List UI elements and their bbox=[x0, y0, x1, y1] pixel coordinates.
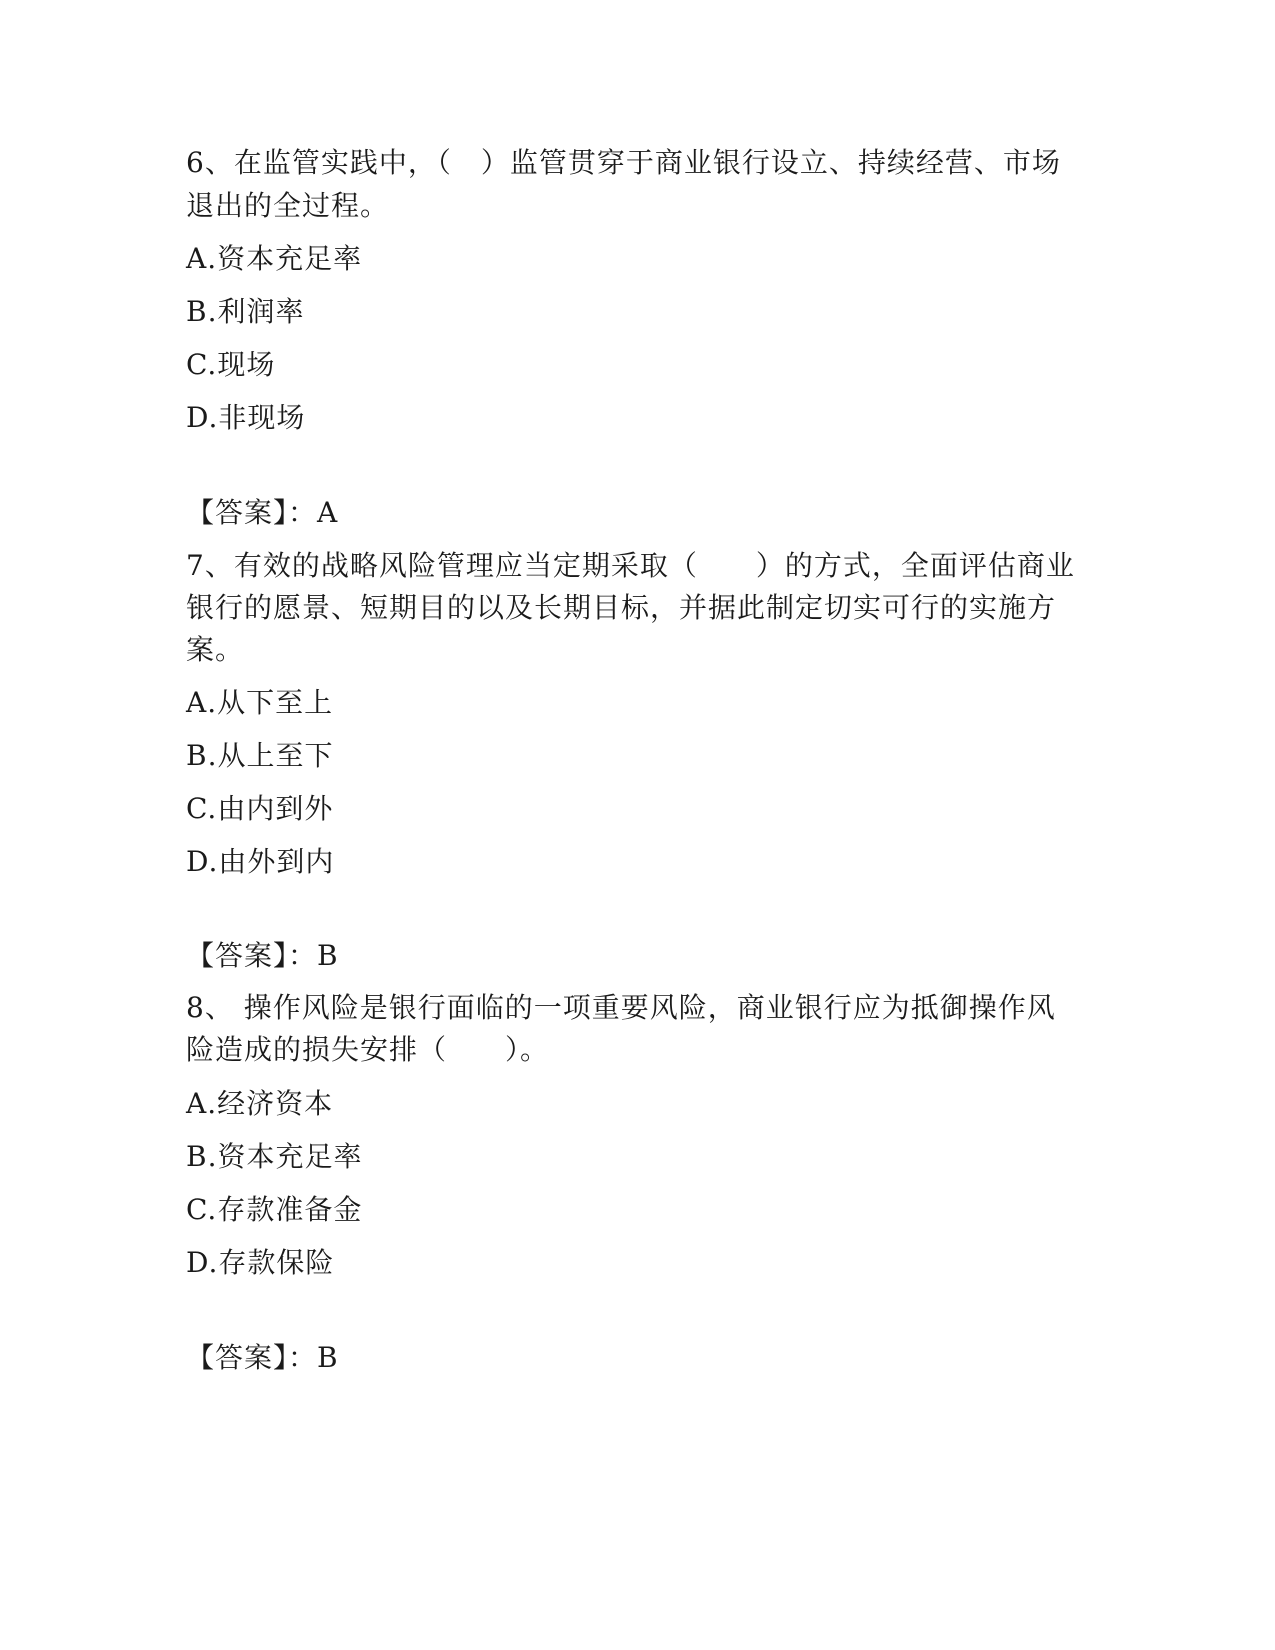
question-7-answer: 【答案】：B bbox=[186, 939, 339, 972]
question-7-option-c: C.由内到外 bbox=[186, 792, 334, 825]
question-6-option-c: C.现场 bbox=[186, 348, 276, 381]
question-7-option-b: B.从上至下 bbox=[186, 739, 334, 772]
question-6-line-2: 退出的全过程。 bbox=[186, 189, 390, 222]
question-7-option-a: A.从下至上 bbox=[186, 686, 334, 719]
question-8-option-c: C.存款准备金 bbox=[186, 1193, 363, 1226]
question-8-option-a: A.经济资本 bbox=[186, 1087, 334, 1120]
question-6-option-b: B.利润率 bbox=[186, 295, 305, 328]
question-6-line-1: 6、在监管实践中，（ ）监管贯穿于商业银行设立、持续经营、市场 bbox=[186, 146, 1061, 179]
question-7-line-2: 银行的愿景、短期目的以及长期目标，并据此制定切实可行的实施方 bbox=[186, 591, 1057, 624]
question-8-line-2: 险造成的损失安排（ ）。 bbox=[186, 1033, 550, 1066]
question-8-answer: 【答案】：B bbox=[186, 1341, 339, 1374]
question-6-answer: 【答案】：A bbox=[186, 496, 339, 529]
question-6-option-d: D.非现场 bbox=[186, 401, 306, 434]
question-6-option-a: A.资本充足率 bbox=[186, 242, 363, 275]
question-7-line-3: 案。 bbox=[186, 633, 245, 666]
question-8-line-1: 8、 操作风险是银行面临的一项重要风险，商业银行应为抵御操作风 bbox=[186, 991, 1056, 1024]
question-7-line-1: 7、有效的战略风险管理应当定期采取（ ）的方式，全面评估商业 bbox=[186, 549, 1075, 582]
question-8-option-d: D.存款保险 bbox=[186, 1246, 335, 1279]
question-7-option-d: D.由外到内 bbox=[186, 845, 335, 878]
question-8-option-b: B.资本充足率 bbox=[186, 1140, 363, 1173]
